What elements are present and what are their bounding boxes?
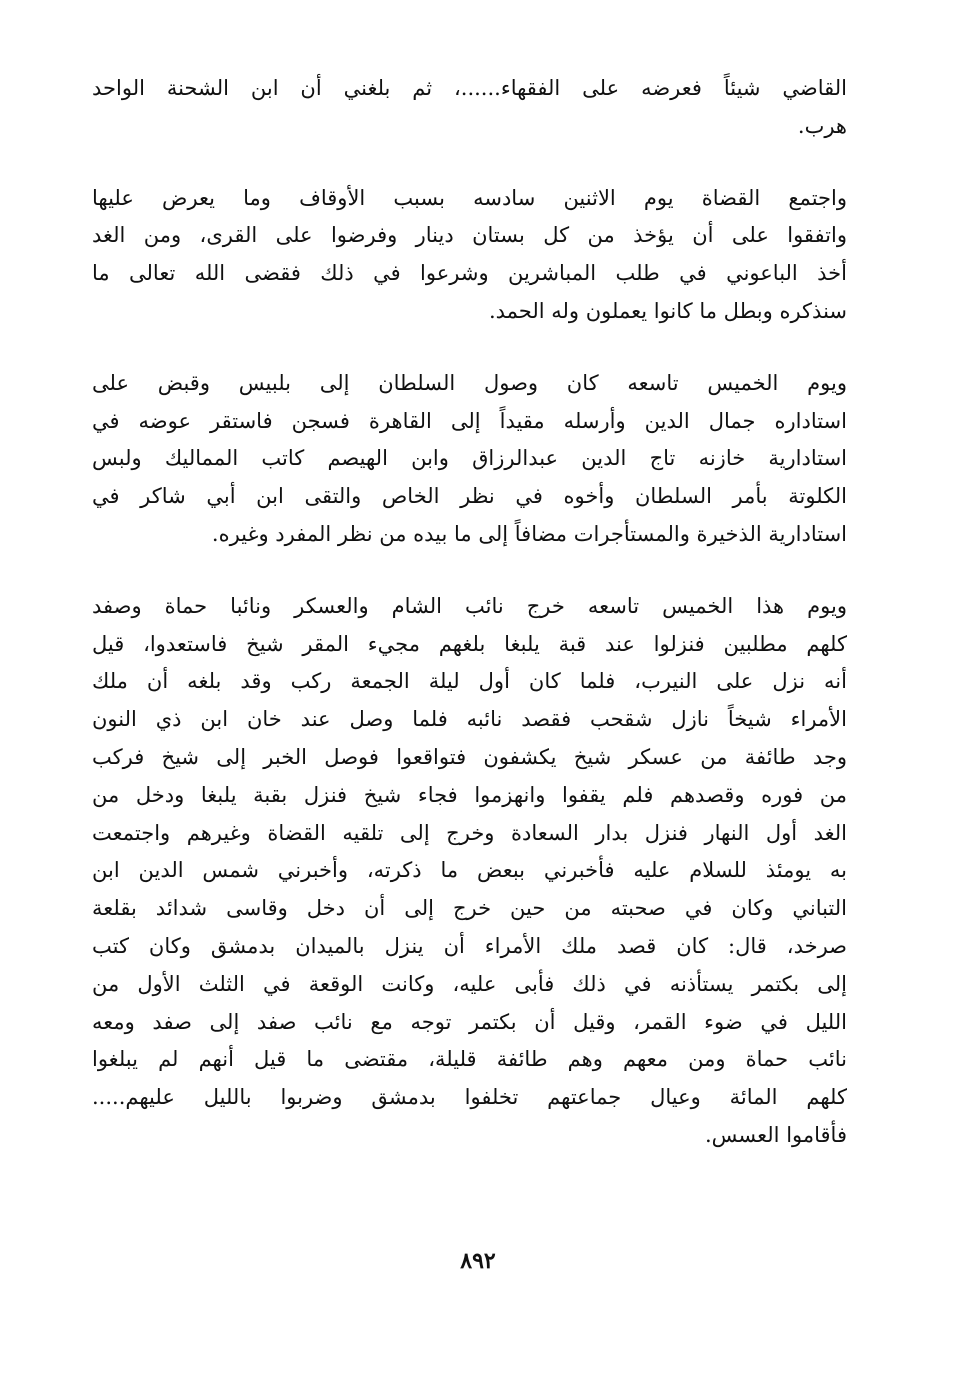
text-line: فأقاموا العسس.	[704, 1122, 847, 1147]
text-line: أنه نزل على النيرب، فلما كان أول ليلة الجمعة ركب وقد بلغه أن ملك	[92, 669, 847, 694]
paragraph-4	[92, 588, 847, 1155]
text-line: الكلوتة بأمر السلطان وأخوه في نظر الخاص والتقى ابن أبي شاكر في	[92, 484, 847, 509]
text-line: الأمراء شيخاً نازل شقحب فقصد نائبه فلما وصل عند خان ابن ذي النون	[92, 707, 847, 732]
text-line: ويوم هذا الخميس تاسعه خرج نائب الشام والعسكر ونائبا حماة وصفد	[92, 593, 847, 618]
text-line: الليل في ضوء القمر، وقيل أن بكتمر توجه مع نائب صفد إلى صفد ومعه	[92, 1009, 847, 1034]
text-line: التباني وكان في صحبته من حين خرج إلى أن دخل وقاسى شدائد بقلعة	[92, 896, 847, 921]
text-line: القاضي شيئاً فعرضه على الفقهاء......، ثم بلغني أن ابن الشحنة الواحد	[92, 76, 847, 100]
page-body	[92, 70, 847, 1155]
text-line: أخذ الباعوني في طلب المباشرين وشرعوا في ذلك فقضى الله تعالى ما	[92, 261, 847, 286]
text-line: استادارية الذخيرة والمستأجرات مضافاً إلى ما بيده من نظر المفرد وغيره.	[211, 521, 847, 546]
text-line: كلهم المائة وعيال جماعتهم تخلفوا بدمشق وضربوا بالليل عليهم.....	[92, 1085, 847, 1110]
text-line: إلى بكتمر يستأذنه في ذلك فأبى عليه، وكانت الوقعة في الثلث الأول من	[92, 971, 847, 996]
page-number: ٨٩٢	[460, 1248, 496, 1274]
text-line: الغد أول النهار فنزل بدار السعادة وخرج إلى تلقيه القضاة وغيرهم واجتمعت	[92, 820, 847, 845]
text-line: استادارية خازنه تاج الدين عبدالرزاق وابن الهيصم كاتب المماليك ولبس	[92, 446, 847, 471]
text-line: سنذكره وبطل ما كانوا يعملون وله الحمد.	[488, 298, 847, 323]
text-line: وجد طائفة من عسكر شيخ يكشفون فتواقعوا فوصل الخبر إلى شيخ فركب	[92, 744, 847, 769]
text-line: واجتمع القضاة يوم الاثنين سادسه بسبب الأوقاف وما يعرض عليها	[92, 185, 847, 210]
text-line: هرب.	[797, 113, 847, 138]
text-line: واتفقوا على أن يؤخذ من كل بستان دينار وفرضوا على القرى، ومن الغد	[92, 223, 847, 248]
text-line: ويوم الخميس تاسعه كان وصول السلطان إلى بلبيس وقبض على	[92, 370, 847, 395]
paragraph-2	[92, 180, 847, 331]
text-line: استاداره جمال الدين وأرسله مقيداً إلى القاهرة فسجن فاستقر عوضه في	[92, 408, 847, 433]
text-line: من فوره وقصدهم فلم يقفوا وانهزموا فجاء شيخ فنزل بقبة يلبغا ودخل من	[92, 782, 847, 807]
text-line: به يومئذ للسلام عليه فأخبرني ببعض ما ذكرته، وأخبرني شمس الدين ابن	[92, 858, 847, 883]
text-line: صرخد، قال: كان قصد ملك الأمراء أن ينزل بالميدان بدمشق وكان كتب	[92, 933, 847, 958]
text-line: كلهم مطلبين فنزلوا عند قبة يلبغا بلغهم مجيء المقر شيخ فاستعدوا، قيل	[92, 631, 847, 656]
paragraph-1	[92, 70, 847, 146]
text-line: نائب حماة ومن معهم وهم طائفة قليلة، مقتضى ما قيل أنهم لم يبلغوا	[92, 1047, 847, 1072]
paragraph-3	[92, 365, 847, 554]
